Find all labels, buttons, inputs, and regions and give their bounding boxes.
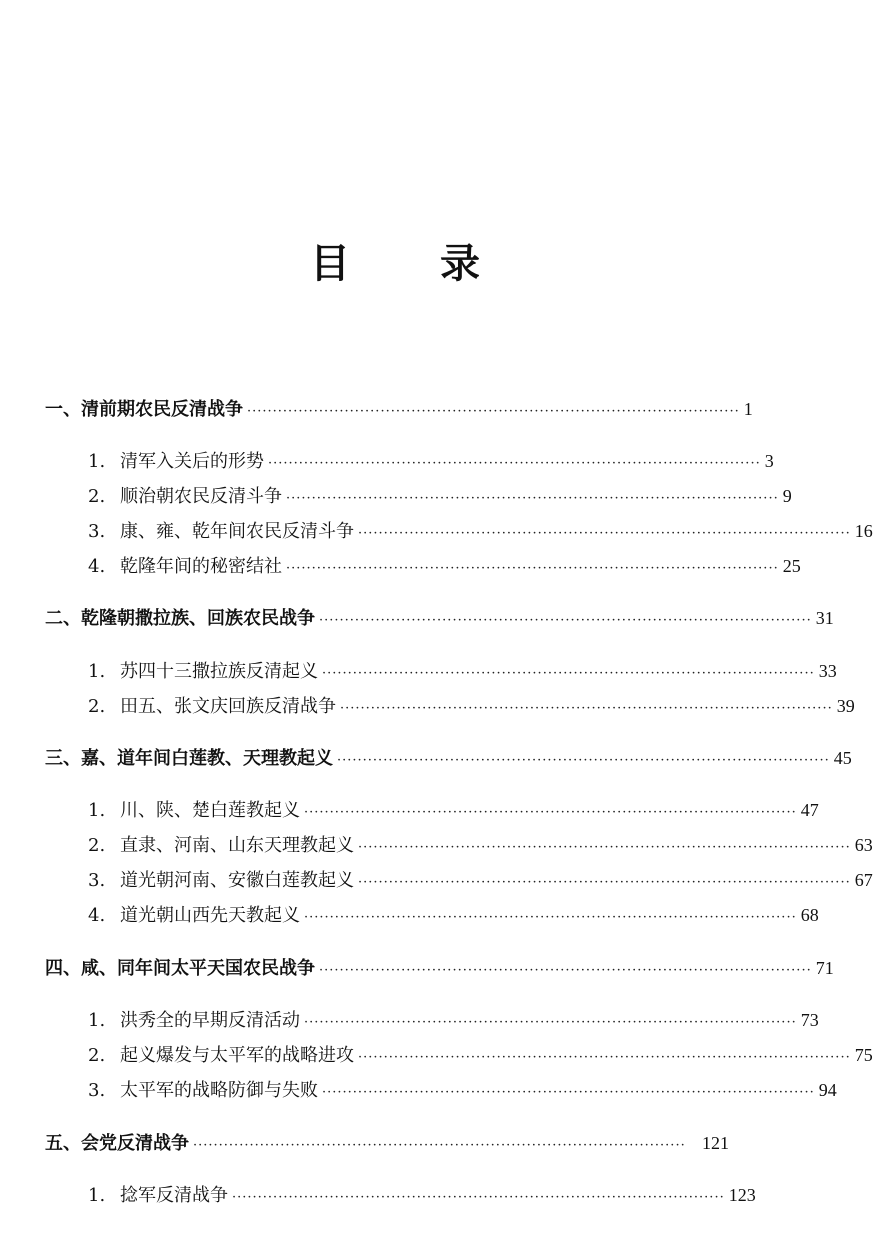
section-number: 1.	[88, 1185, 106, 1206]
title-char-1: 目	[310, 240, 350, 287]
toc-section-2-1[interactable]	[88, 656, 837, 686]
page-number: 33	[818, 661, 837, 681]
chapter-title: 五、会党反清战争	[45, 1133, 189, 1154]
dot-leader: ································································································	[319, 963, 812, 978]
toc-section-3-4[interactable]	[88, 900, 819, 930]
dot-leader: ································································································	[247, 404, 740, 419]
dot-leader: ································································································	[340, 701, 833, 716]
page-number: 16	[854, 521, 873, 541]
dot-leader: ································································································	[358, 875, 851, 890]
toc-section-4-2[interactable]	[88, 1040, 873, 1070]
dot-leader: ································································································	[358, 840, 851, 855]
toc-section-4-1[interactable]	[88, 1005, 819, 1035]
dot-leader: ································································································	[322, 666, 815, 681]
page-number: 1	[743, 399, 753, 419]
toc-section-5-1[interactable]	[88, 1180, 756, 1210]
section-title: 道光朝山西先天教起义	[120, 905, 300, 926]
dot-leader: ································································································	[322, 1085, 815, 1100]
dot-leader: ································································································	[232, 1190, 725, 1205]
page-number: 94	[818, 1080, 837, 1100]
toc-section-2-2[interactable]	[88, 691, 855, 721]
section-title: 苏四十三撒拉族反清起义	[120, 661, 318, 682]
section-title: 道光朝河南、安徽白莲教起义	[120, 870, 354, 891]
page-number: 45	[833, 748, 852, 768]
page-number: 31	[815, 608, 834, 628]
section-title: 乾隆年间的秘密结社	[120, 556, 282, 577]
toc-chapter-3[interactable]	[45, 743, 852, 773]
dot-leader: ································································································	[193, 1138, 686, 1153]
chapter-title: 四、咸、同年间太平天国农民战争	[45, 958, 315, 979]
section-number: 2.	[88, 486, 106, 507]
dot-leader: ································································································	[358, 1050, 851, 1065]
page-number: 67	[854, 870, 873, 890]
section-number: 4.	[88, 556, 106, 577]
section-title: 康、雍、乾年间农民反清斗争	[120, 521, 354, 542]
chapter-title: 三、嘉、道年间白莲教、天理教起义	[45, 748, 333, 769]
section-title: 捻军反清战争	[120, 1185, 228, 1206]
page-number: 47	[800, 800, 819, 820]
section-number: 4.	[88, 905, 106, 926]
page-number: 73	[800, 1010, 819, 1030]
section-title: 田五、张文庆回族反清战争	[120, 696, 336, 717]
toc-section-1-3[interactable]	[88, 516, 873, 546]
page-number: 123	[728, 1185, 756, 1205]
page-number: 63	[854, 835, 873, 855]
dot-leader: ································································································	[286, 561, 779, 576]
dot-leader: ································································································	[304, 1015, 797, 1030]
section-title: 太平军的战略防御与失败	[120, 1080, 318, 1101]
section-number: 2.	[88, 1045, 106, 1066]
section-number: 2.	[88, 696, 106, 717]
toc-chapter-5[interactable]	[45, 1128, 729, 1158]
dot-leader: ································································································	[268, 456, 761, 471]
dot-leader: ································································································	[337, 753, 830, 768]
page-number: 39	[836, 696, 855, 716]
dot-leader: ································································································	[358, 526, 851, 541]
section-title: 直隶、河南、山东天理教起义	[120, 835, 354, 856]
dot-leader: ································································································	[304, 910, 797, 925]
page-number: 25	[782, 556, 801, 576]
section-number: 1.	[88, 800, 106, 821]
section-title: 洪秀全的早期反清活动	[120, 1010, 300, 1031]
section-number: 1.	[88, 1010, 106, 1031]
dot-leader: ································································································	[319, 613, 812, 628]
chapter-title: 二、乾隆朝撒拉族、回族农民战争	[45, 608, 315, 629]
page-number: 3	[764, 451, 774, 471]
dot-leader: ································································································	[286, 491, 779, 506]
section-title: 川、陕、楚白莲教起义	[120, 800, 300, 821]
page-number: 71	[815, 958, 834, 978]
dot-leader: ································································································	[304, 805, 797, 820]
toc-section-3-2[interactable]	[88, 830, 873, 860]
section-title: 顺治朝农民反清斗争	[120, 486, 282, 507]
section-number: 3.	[88, 521, 106, 542]
section-title: 清军入关后的形势	[120, 451, 264, 472]
toc-section-1-2[interactable]	[88, 481, 792, 511]
section-number: 3.	[88, 870, 106, 891]
page-number: 121	[702, 1133, 729, 1153]
page-number: 75	[854, 1045, 873, 1065]
page-number: 9	[782, 486, 792, 506]
toc-section-1-4[interactable]	[88, 551, 801, 581]
toc-section-1-1[interactable]	[88, 446, 774, 476]
section-title: 起义爆发与太平军的战略进攻	[120, 1045, 354, 1066]
toc-chapter-2[interactable]	[45, 603, 834, 633]
section-number: 2.	[88, 835, 106, 856]
section-number: 3.	[88, 1080, 106, 1101]
title-char-2: 录	[440, 240, 480, 287]
toc-section-3-1[interactable]	[88, 795, 819, 825]
toc-section-3-3[interactable]	[88, 865, 873, 895]
toc-section-4-3[interactable]	[88, 1075, 837, 1105]
section-number: 1.	[88, 661, 106, 682]
toc-chapter-1[interactable]	[45, 394, 753, 424]
toc-chapter-4[interactable]	[45, 953, 834, 983]
page-number: 68	[800, 905, 819, 925]
section-number: 1.	[88, 451, 106, 472]
chapter-title: 一、清前期农民反清战争	[45, 399, 243, 420]
